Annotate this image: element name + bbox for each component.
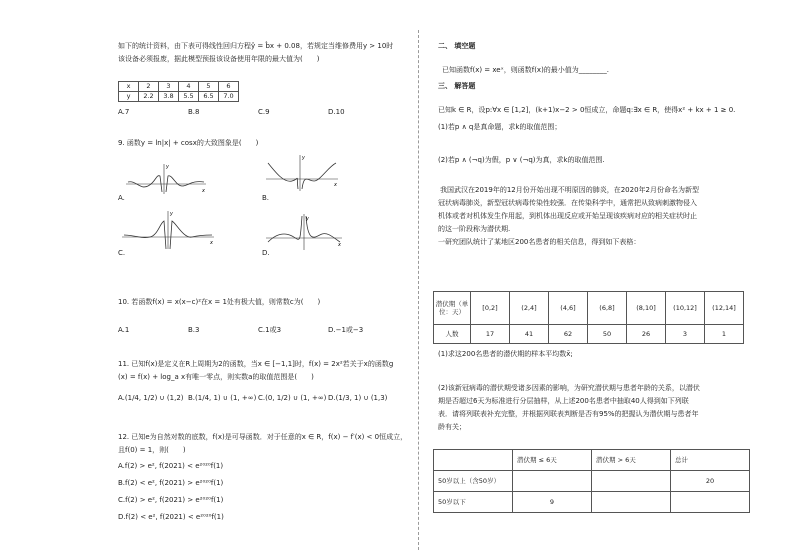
section-solve-heading: 三、 解答题 <box>438 82 476 90</box>
q11-option-d: D.(1/3, 1) ∪ (1,3) <box>328 394 388 402</box>
table-cell: 6.5 <box>199 92 219 102</box>
sol2-para4: 的这一阶段称为潜伏期. <box>438 225 511 233</box>
q9-label-d: D. <box>262 249 270 257</box>
fill-question: 已知函数f(x) = xeˣ，则函数f(x)的最小值为________. <box>442 66 610 74</box>
table-cell <box>592 492 671 513</box>
table-cell <box>592 471 671 492</box>
table-row <box>434 325 744 344</box>
q8-option-d: D.10 <box>328 108 345 116</box>
q12-option-a: A.f(2) > e², f(2021) < e²⁰²⁰f(1) <box>118 462 224 470</box>
svg-text:x: x <box>338 242 341 248</box>
table-cell: 5 <box>199 82 219 92</box>
table-cell: 50 <box>588 325 627 344</box>
table-cell: 4 <box>179 82 199 92</box>
table-cell: (8,10] <box>627 292 666 325</box>
table-cell: 总计 <box>671 450 750 471</box>
q10-option-c: C.1或3 <box>258 326 282 334</box>
q8-intro-line2: 该设备必须报废，据此模型预报该设备使用年限的最大值为( ) <box>118 55 320 63</box>
q9-graph-a <box>118 162 210 196</box>
q11-option-b: B.(1/4, 1) ∪ (1, +∞) <box>188 394 257 402</box>
table-cell <box>434 450 513 471</box>
q8-option-a: A.7 <box>118 108 130 116</box>
q10-option-d: D.−1或−3 <box>328 326 364 334</box>
sol1-part1: (1)若p ∧ q是真命题，求k的取值范围； <box>438 123 562 131</box>
table-cell: (12,14] <box>705 292 744 325</box>
table-cell: 9 <box>513 492 592 513</box>
q9-label-c: C. <box>118 249 126 257</box>
table-cell: 1 <box>705 325 744 344</box>
q12-option-b: B.f(2) < e², f(2021) > e²⁰²⁰f(1) <box>118 479 224 487</box>
table-cell: 人数 <box>434 325 471 344</box>
q11-option-c: C.(0, 1/2) ∪ (1, +∞) <box>258 394 327 402</box>
table-cell: y <box>119 92 139 102</box>
svg-text:y: y <box>166 164 169 170</box>
right-column <box>420 0 794 560</box>
table-row <box>434 471 750 492</box>
table-cell: 26 <box>627 325 666 344</box>
table-cell: 2 <box>139 82 159 92</box>
table-cell: (10,12] <box>666 292 705 325</box>
table-cell: 50岁以下 <box>434 492 513 513</box>
table-row <box>434 450 750 471</box>
table-cell <box>671 492 750 513</box>
svg-text:y: y <box>306 216 309 222</box>
table-cell: 50岁以上（含50岁） <box>434 471 513 492</box>
q12-line2: 且f(0) = 1，则( ) <box>118 446 186 454</box>
q10-option-b: B.3 <box>188 326 200 334</box>
sol1-line1: 已知k ∈ R，设p:∀x ∈ [1,2]，(k+1)x−2 > 0恒成立，命题q:∃x ∈ R，使得x² + kx + 1 ≥ 0. <box>438 106 736 114</box>
sol2-part2-line4: 龄有关； <box>438 423 466 431</box>
table-cell: 62 <box>549 325 588 344</box>
table-cell: 潜伏期 > 6天 <box>592 450 671 471</box>
q8-intro-line1: 如下的统计资料，由下表可得线性回归方程ŷ = b̂x + 0.08，若规定当维修费用y > 10时 <box>118 42 394 50</box>
svg-text:y: y <box>170 211 173 217</box>
table-row <box>119 82 239 92</box>
q11-line1: 11. 已知f(x)是定义在R上周期为2的函数，当x ∈ [−1,1]时，f(x) = 2x²若关于x的函数g <box>118 360 394 368</box>
sol2-para3: 机体或者对机体发生作用起，到机体出现反应或开始呈现该疾病对应的相关症状时止 <box>438 212 697 220</box>
table-cell: 41 <box>510 325 549 344</box>
q9-graph-b <box>262 153 342 193</box>
sol2-part2-line2: 期是否超过6天为标准进行分层抽样，从上述200名患者中抽取40人得到如下列联 <box>438 397 689 405</box>
column-divider <box>418 30 419 550</box>
table-row <box>434 292 744 325</box>
table-cell: 3 <box>159 82 179 92</box>
sol2-part2-line1: (2)该新冠病毒的潜伏期受诸多因素的影响，为研究潜伏期与患者年龄的关系，以潜伏 <box>438 384 700 392</box>
table-cell: 7.0 <box>219 92 239 102</box>
q12-option-d: D.f(2) < e², f(2021) < e²⁰²⁰f(1) <box>118 513 224 521</box>
table-cell: (2,4] <box>510 292 549 325</box>
q12-line1: 12. 已知e为自然对数的底数，f(x)是可导函数．对于任意的x ∈ R，f(x) − f′(x) < 0恒成立， <box>118 433 408 441</box>
table-row <box>119 92 239 102</box>
q11-line2: (x) = f(x) + log_a x有唯一零点，则实数a的取值范围是( ) <box>118 373 314 381</box>
q9-graph-c <box>118 209 218 251</box>
q11-option-a: A.(1/4, 1/2) ∪ (1,2) <box>118 394 184 402</box>
sol2-para2: 冠状病毒肺炎，新型冠状病毒传染性较强．在传染科学中，通常把从致病刺激物侵入 <box>438 199 697 207</box>
table-cell: 潜伏期 ≤ 6天 <box>513 450 592 471</box>
table-cell: (6,8] <box>588 292 627 325</box>
latency-table <box>433 291 744 344</box>
q10-text: 10. 若函数f(x) = x(x−c)²在x = 1处有极大值，则常数c为( ) <box>118 298 321 306</box>
q9-label-b: B. <box>262 194 270 202</box>
svg-text:x: x <box>202 188 205 194</box>
q8-option-c: C.9 <box>258 108 270 116</box>
table-cell: (4,6] <box>549 292 588 325</box>
q9-graph-d <box>262 212 346 252</box>
table-cell: x <box>119 82 139 92</box>
table-cell: 20 <box>671 471 750 492</box>
table-row <box>434 492 750 513</box>
sol2-para5: 一研究团队统计了某地区200名患者的相关信息，得到如下表格： <box>438 238 641 246</box>
table-cell: [0,2] <box>471 292 510 325</box>
q8-option-b: B.8 <box>188 108 200 116</box>
contingency-table <box>433 449 750 513</box>
table-cell: 潜伏期（单位：天） <box>434 292 471 325</box>
svg-text:y: y <box>302 155 305 161</box>
table-cell: 6 <box>219 82 239 92</box>
sol2-para1: 我国武汉在2019年的12月份开始出现不明原因的肺炎，在2020年2月份命名为新型 <box>440 186 699 194</box>
table-cell: 2.2 <box>139 92 159 102</box>
sol2-part2-line3: 表．请将列联表补充完整，并根据列联表判断是否有95%的把握认为潜伏期与患者年 <box>438 410 699 418</box>
table-cell: 17 <box>471 325 510 344</box>
q12-option-c: C.f(2) > e², f(2021) > e²⁰²⁰f(1) <box>118 496 224 504</box>
q9-label-a: A. <box>118 194 125 202</box>
svg-text:x: x <box>210 240 213 246</box>
section-fill-heading: 二、 填空题 <box>438 42 476 50</box>
svg-text:x: x <box>334 182 337 188</box>
table-cell <box>513 471 592 492</box>
sol1-part2: (2)若p ∧ (¬q)为假，p ∨ (¬q)为真，求k的取值范围. <box>438 156 605 164</box>
sol2-part1: (1)求这200名患者的潜伏期的样本平均数x̄; <box>438 350 573 358</box>
table-cell: 3.8 <box>159 92 179 102</box>
q8-data-table <box>118 81 239 102</box>
table-cell: 5.5 <box>179 92 199 102</box>
q10-option-a: A.1 <box>118 326 130 334</box>
table-cell: 3 <box>666 325 705 344</box>
q9-text: 9. 函数y = ln|x| + cosx的大致图象是( ) <box>118 139 259 147</box>
